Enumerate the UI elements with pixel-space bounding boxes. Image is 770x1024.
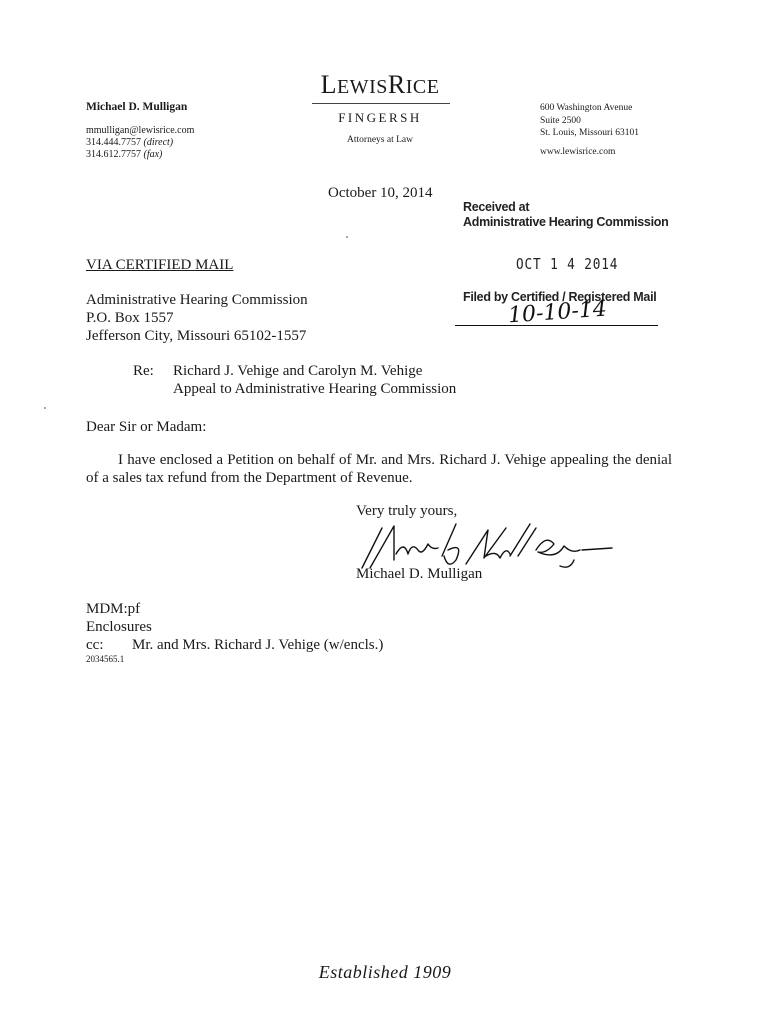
salutation: Dear Sir or Madam: bbox=[86, 419, 207, 435]
letter-date: October 10, 2014 bbox=[328, 185, 433, 201]
delivery-method: VIA CERTIFIED MAIL bbox=[86, 257, 234, 273]
logo-rule bbox=[312, 103, 450, 104]
sender-contact bbox=[86, 125, 194, 161]
firm-website: www.lewisrice.com bbox=[540, 146, 616, 157]
established-footer: Established 1909 bbox=[318, 962, 452, 982]
sender-email: mmulligan@lewisrice.com bbox=[86, 125, 195, 136]
re-label: Re: bbox=[133, 363, 154, 379]
re-subject: Richard J. Vehige and Carolyn M. Vehige Appeal to Administrative Hearing Commission bbox=[173, 363, 457, 397]
stamp-line bbox=[455, 325, 658, 326]
scan-speck bbox=[44, 407, 46, 409]
signer-name: Michael D. Mulligan bbox=[356, 566, 483, 582]
enclosures: Enclosures bbox=[86, 619, 152, 635]
stamp-date: OCT 1 4 2014 bbox=[516, 255, 619, 273]
firm-logo-sub: FINGERSH bbox=[338, 110, 422, 125]
scan-speck bbox=[346, 236, 348, 238]
firm-tagline: Attorneys at Law bbox=[347, 135, 413, 145]
document-number: 2034565.1 bbox=[86, 654, 125, 664]
recipient-address: Administrative Hearing Commission P.O. Box 1557 Jefferson City, Missouri 65102-1557 bbox=[86, 292, 308, 344]
cc-line: cc: Mr. and Mrs. Richard J. Vehige (w/encls.) bbox=[86, 637, 384, 653]
sender-phone-fax: 314.612.7757 (fax) bbox=[86, 149, 163, 160]
firm-logo: LEWISRICE bbox=[320, 70, 440, 99]
received-stamp: Received at Administrative Hearing Commission bbox=[463, 200, 669, 229]
stamp-handwritten-date: 10-10-14 bbox=[507, 296, 608, 329]
closing: Very truly yours, bbox=[356, 503, 458, 519]
stamp-filed-by: Filed by Certified / Registered Mail bbox=[463, 290, 657, 304]
sender-phone-direct: 314.444.7757 (direct) bbox=[86, 137, 174, 148]
letter-footer bbox=[86, 600, 383, 654]
sender-name: Michael D. Mulligan bbox=[86, 101, 188, 113]
firm-address: 600 Washington Avenue Suite 2500 St. Louis, Missouri 63101 www.lewisrice.com bbox=[540, 103, 639, 157]
body-paragraph: I have enclosed a Petition on behalf of Mr. and Mrs. Richard J. Vehige appealing the denial of a sales tax refund from the Department of Revenue. bbox=[86, 452, 672, 486]
initials: MDM:pf bbox=[86, 601, 141, 617]
